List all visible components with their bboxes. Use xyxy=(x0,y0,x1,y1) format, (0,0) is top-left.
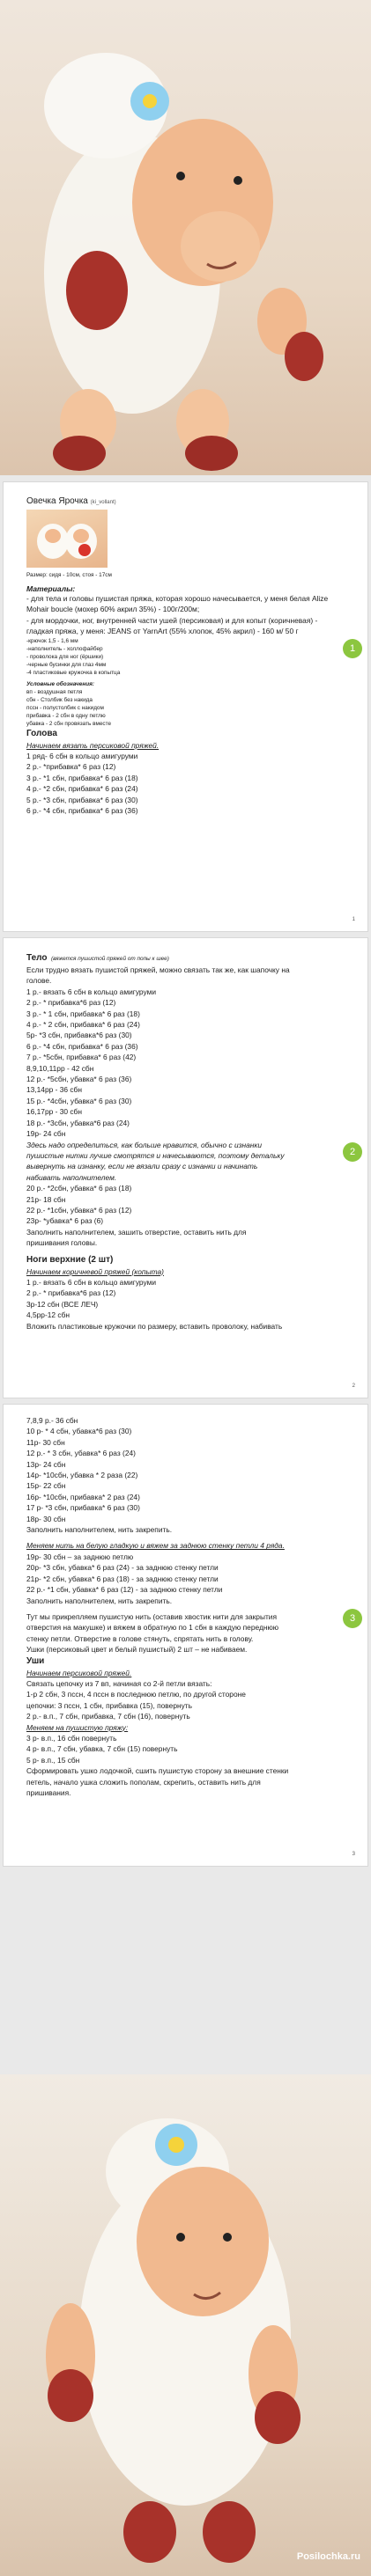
sheep-thumbnail-image xyxy=(26,510,108,568)
pattern-row: 1 р.- вязать 6 сбн в кольцо амигуруми xyxy=(26,1277,157,1287)
instruction-page-1 xyxy=(4,482,367,931)
page-number: 1 xyxy=(352,917,355,922)
head-section-title: Голова xyxy=(26,728,57,738)
pattern-row: 21р- *2 сбн, убавка* 6 раз (18) - за заднюю стенку петли xyxy=(26,1574,219,1583)
pattern-row: 2 р.- *прибавка* 6 раз (12) xyxy=(26,762,116,772)
pattern-row: 10 р- * 4 сбн, убавка*6 раз (30) xyxy=(26,1427,132,1436)
pattern-row: 16р- *10сбн, прибавка* 2 раз (24) xyxy=(26,1492,140,1501)
title-text: Овечка Ярочка xyxy=(26,496,88,506)
pattern-row: 21р- 18 сбн xyxy=(26,1194,66,1204)
pattern-row: 12 р.- *5сбн, убавка* 6 раз (36) xyxy=(26,1075,132,1084)
pattern-row: 18 р.- *3сбн, убавка*6 раз (24) xyxy=(26,1118,130,1127)
bottom-photo xyxy=(0,2074,371,2576)
tools-item: - проволока для ног (ёршики) xyxy=(26,653,104,660)
pattern-row: 22 р.- *1 сбн, убавка* 6 раз (12) - за заднюю стенку петли xyxy=(26,1585,223,1595)
legs-close-line: Вложить пластиковые кружочки по размеру, вставить проволоку, набивать xyxy=(26,1321,283,1331)
body-note-line: Здесь надо определиться, как больше нравится, обычно с изнанки xyxy=(26,1140,263,1149)
tools-list xyxy=(26,637,345,677)
page-number: 3 xyxy=(352,1852,355,1857)
instruction-page-3 xyxy=(4,1405,367,1866)
title-note: (ki_vollant) xyxy=(90,500,116,505)
abbr-item: сбн - Столбик без накида xyxy=(26,696,93,703)
ears-line: цепочки: 3 пссн, 1 сбн, прибавка (15), повернуть xyxy=(26,1700,192,1710)
pattern-title xyxy=(26,496,345,506)
pattern-row: 2 р.- * прибавка*6 раз (12) xyxy=(26,1288,116,1298)
size-line: Размер: сидя - 10см, стоя - 17см xyxy=(26,572,112,578)
pattern-row: 4 р.- *2 сбн, прибавка* 6 раз (24) xyxy=(26,784,138,794)
pattern-row: 3р-12 сбн (ВСЕ ЛЕЧ) xyxy=(26,1299,99,1309)
pattern-row: 1 ряд- 6 сбн в кольцо амигуруми xyxy=(26,752,138,761)
tools-item: -крючок 1,5 - 1,6 мм xyxy=(26,637,78,644)
pattern-row: 14р- *10сбн, убавка * 2 раза (22) xyxy=(26,1471,138,1480)
pattern-row: 6 р.- *4 сбн, прибавка* 6 раз (36) xyxy=(26,1041,138,1051)
abbr-item: прибавка - 2 сбн в одну петлю xyxy=(26,712,106,719)
pattern-row: 5р- *3 сбн, прибавка*6 раз (30) xyxy=(26,1031,132,1040)
body-note-line: вывернуть на изнанку, если не вязали сразу с изнанки и начинать xyxy=(26,1162,258,1171)
legs-section-title: Ноги верхние (2 шт) xyxy=(26,1254,114,1265)
body-intro-line: голове. xyxy=(26,976,52,986)
body-close-line: пришивания головы. xyxy=(26,1238,98,1248)
top-photo xyxy=(0,0,371,475)
sheep-photo-illustration-2 xyxy=(0,2074,371,2576)
legs-rows-cont xyxy=(26,1415,345,1524)
sheep-photo-illustration xyxy=(0,0,371,475)
ears-line: 2 р.- в.п., 7 сбн, прибавка, 7 сбн (16), повернуть xyxy=(26,1712,190,1721)
attach-yarn-line: стенку петли. Отверстие в голове стянуть, спрятать нить в голову. xyxy=(26,1633,254,1643)
ears-section-title: Уши xyxy=(26,1655,45,1666)
attach-yarn-line: Тут мы прикрепляем пушистую нить (оставив хвостик нити для закрытия xyxy=(26,1611,278,1621)
pattern-row: 16,17рр - 30 сбн xyxy=(26,1107,82,1117)
pattern-row: 13р- 24 сбн xyxy=(26,1459,66,1469)
pattern-row: 7 р.- *5сбн, прибавка* 6 раз (42) xyxy=(26,1053,137,1062)
pattern-row: 12 р.- * 3 сбн, убавка* 6 раз (24) xyxy=(26,1449,136,1458)
page-marker-badge[interactable]: 2 xyxy=(343,1142,362,1162)
pattern-row: 1 р.- вязать 6 сбн в кольцо амигуруми xyxy=(26,987,157,996)
body-note-line: пушистые нитки лучше смотрятся и начесываются, поэтому детальку xyxy=(26,1150,285,1160)
ears-change-note: Меняем на пушистую пряжу: xyxy=(26,1722,129,1732)
pattern-row: 18р- 30 сбн xyxy=(26,1514,66,1523)
pattern-row: 5 р.- *3 сбн, прибавка* 6 раз (30) xyxy=(26,795,138,804)
materials-text-2: - для мордочки, ног, внутренней части ушей (персиковая) и для копыт (коричневая) - гладкая пряжа, у меня: JEANS от YarnArt (55% хлопок, 45% акрил) - 160 м/ 50 г xyxy=(26,615,318,636)
pattern-row: 13,14рр - 36 сбн xyxy=(26,1085,82,1095)
pattern-row: 19р- 30 сбн – за заднюю петлю xyxy=(26,1552,134,1561)
pattern-row: 15 р.- *4сбн, убавка* 6 раз (30) xyxy=(26,1096,132,1105)
abbreviations-list xyxy=(26,688,345,728)
tools-item: -наполнитель - холлофайбер xyxy=(26,645,103,652)
pattern-row: 2 р.- * прибавка*6 раз (12) xyxy=(26,998,116,1008)
legs-rows xyxy=(26,1277,345,1321)
tools-item: -черные бусинки для глаз 4мм xyxy=(26,661,107,668)
legs-note: Начинаем коричневой пряжей (копыта) xyxy=(26,1266,164,1276)
fill-line: Заполнить наполнителем, нить закрепить. xyxy=(26,1596,173,1605)
ears-summary-line: Ушки (персиковый цвет и белый пушистый) 2 шт – не набиваем. xyxy=(26,1645,248,1655)
page-number: 2 xyxy=(352,1383,355,1389)
pattern-row: 20 р.- *2сбн, убавка* 6 раз (18) xyxy=(26,1184,132,1193)
ears-line: 3 р- в.п., 16 сбн повернуть xyxy=(26,1733,117,1743)
fill-line: Заполнить наполнителем, нить закрепить. xyxy=(26,1525,173,1535)
materials-text-1: - для тела и головы пушистая пряжа, которая хорошо начесывается, у меня белая Alize Mohair boucle (мохер 60% акрил 35%) - 100г/200м; xyxy=(26,594,329,614)
abbr-item: убавка - 2 сбн провязать вместе xyxy=(26,720,111,727)
body-rows-2 xyxy=(26,1183,345,1227)
abbr-item: пссн - полустолбик с накидом xyxy=(26,704,104,711)
pattern-row: 23р- *убавка* 6 раз (6) xyxy=(26,1216,104,1226)
back-loop-rows xyxy=(26,1552,345,1596)
instruction-page-2 xyxy=(4,938,367,1398)
pattern-row: 11р- 30 сбн xyxy=(26,1437,65,1447)
ears-line: 1-р 2 сбн, 3 пссн, 4 пссн в последнюю петлю, по другой стороне xyxy=(26,1690,246,1699)
pattern-row: 4,5рр-12 сбн xyxy=(26,1310,70,1320)
body-note-line: набивать наполнителем. xyxy=(26,1172,117,1182)
pattern-row: 7,8,9 р.- 36 сбн xyxy=(26,1416,78,1425)
abbr-item: вп - воздушная петля xyxy=(26,688,83,695)
pattern-row: 8,9,10,11рр - 42 сбн xyxy=(26,1063,94,1073)
body-title-note: (вяжется пушистой пряжей от попы к шее) xyxy=(50,956,169,962)
change-yarn-note: Меняем нить на белую гладкую и вяжем за заднюю стенку петли 4 ряда. xyxy=(26,1541,285,1551)
pattern-row: 3 р.- * 1 сбн, прибавка* 6 раз (18) xyxy=(26,1009,140,1018)
two-sheep-icon xyxy=(26,510,108,568)
page-marker-badge[interactable]: 3 xyxy=(343,1609,362,1628)
ears-note: Начинаем персиковой пряжей. xyxy=(26,1668,132,1677)
watermark: Posilochka.ru xyxy=(296,2551,360,2562)
ears-line: петель, начало ушка сложить пополам, скрепить, оставить нить для xyxy=(26,1777,261,1787)
pattern-row: 4 р.- * 2 сбн, прибавка* 6 раз (24) xyxy=(26,1020,140,1030)
pattern-row: 17 р- *3 сбн, прибавка* 6 раз (30) xyxy=(26,1503,140,1513)
ears-line: Сформировать ушко лодочкой, сшить пушистую сторону за внешние стенки xyxy=(26,1766,289,1776)
head-note: Начинаем вязать персиковой пряжей. xyxy=(26,740,160,750)
pattern-row: 22 р.- *1сбн, убавка* 6 раз (12) xyxy=(26,1205,132,1215)
body-rows xyxy=(26,987,345,1140)
pattern-row: 3 р.- *1 сбн, прибавка* 6 раз (18) xyxy=(26,773,138,782)
pattern-row: 19р- 24 сбн xyxy=(26,1129,66,1139)
abbreviations-title: Условные обозначения: xyxy=(26,680,94,687)
ears-line: 4 р- в.п., 7 сбн, убавка, 7 сбн (15) повернуть xyxy=(26,1744,178,1754)
pattern-row: 15р- 22 сбн xyxy=(26,1481,66,1491)
pattern-row: 20р- *3 сбн, убавка* 6 раз (24) - за заднюю стенку петли xyxy=(26,1563,219,1573)
body-section-title: Тело xyxy=(26,953,48,963)
body-intro-line: Если трудно вязать пушистой пряжей, можно связать так же, как шапочку на xyxy=(26,965,290,974)
ears-line: 5 р- в.п., 15 сбн xyxy=(26,1755,80,1765)
ears-line: Связать цепочку из 7 вп, начиная со 2-й петли вязать: xyxy=(26,1678,212,1688)
body-close-line: Заполнить наполнителем, зашить отверстие, оставить нить для xyxy=(26,1227,247,1237)
materials-title: Материалы: xyxy=(26,584,76,593)
pattern-row: 6 р.- *4 сбн, прибавка* 6 раз (36) xyxy=(26,806,138,816)
attach-yarn-line: отверстия на макушке) и вяжем в обратную по 1 сбн в каждую переднюю xyxy=(26,1623,279,1633)
ears-line: пришивания. xyxy=(26,1788,71,1797)
head-rows xyxy=(26,751,345,816)
tools-item: -4 пластиковые кружочка в копытца xyxy=(26,669,121,676)
page-marker-badge[interactable]: 1 xyxy=(343,639,362,658)
